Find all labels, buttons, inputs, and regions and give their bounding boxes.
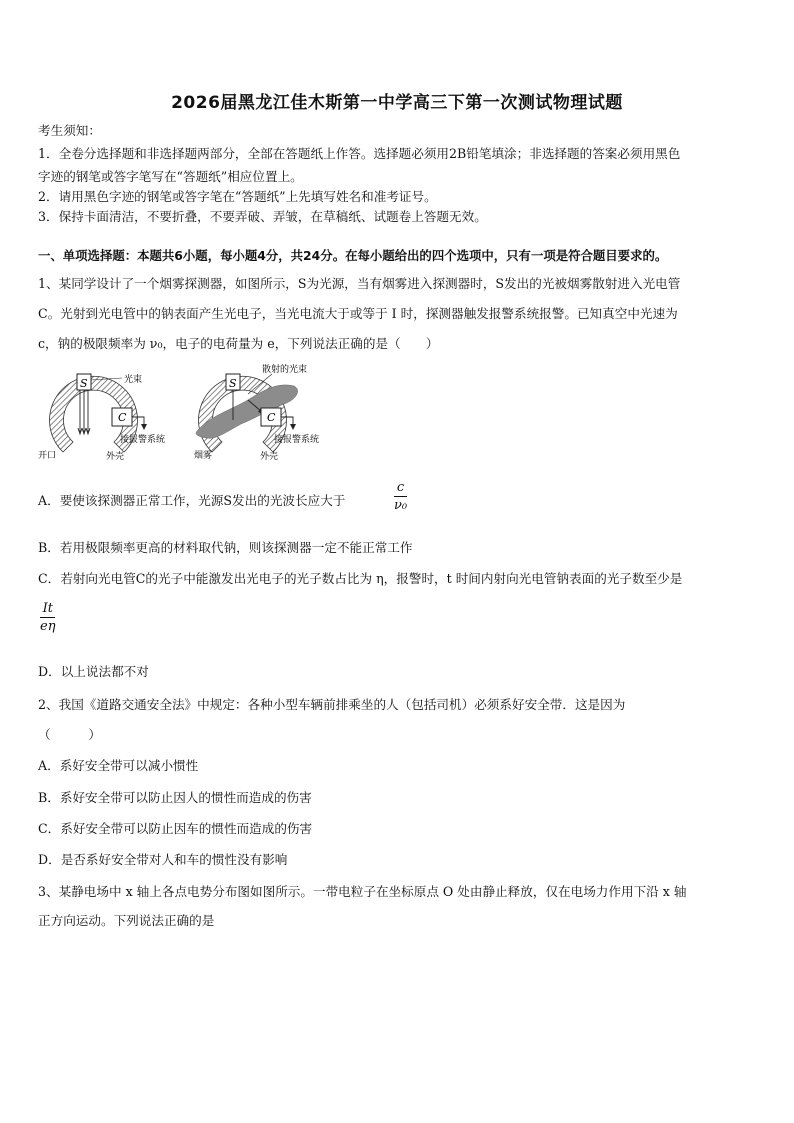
notice-line-2: 字迹的钢笔或答字笔写在“答题纸”相应位置上。 (38, 169, 303, 184)
q1-option-a-fraction (394, 480, 407, 513)
q1-option-d: D．以上说法都不对 (38, 664, 149, 679)
right-tube-label: C (267, 411, 276, 424)
section-heading: 一、单项选择题：本题共6小题，每小题4分，共24分。在每小题给出的四个选项中，只有一项是符合题目要求的。 (38, 248, 668, 263)
left-tube-label: C (118, 411, 127, 424)
q1-option-c-fraction (40, 601, 55, 634)
right-scatter-label: 散射的光束 (262, 365, 308, 375)
q1-stem-line-1: 1、某同学设计了一个烟雾探测器，如图所示，S为光源，当有烟雾进入探测器时，S发出的光被烟雾散射进入光电管 (38, 276, 681, 291)
q2-option-a: A．系好安全带可以减小惯性 (38, 758, 199, 773)
q3-stem-line-1: 3、某静电场中 x 轴上各点电势分布图如图所示。一带电粒子在坐标原点 O 处由静止释放，仅在电场力作用下沿 x 轴 (38, 884, 687, 899)
left-shell-label: 外壳 (106, 452, 125, 462)
left-alarm-label: 接报警系统 (120, 435, 166, 445)
q1-option-c: C．若射向光电管C的光子中能激发出光电子的光子数占比为 η，报警时，t 时间内射向光电管钠表面的光子数至少是 (38, 571, 683, 586)
right-alarm-label: 接报警系统 (274, 435, 320, 445)
fraction-numerator: c (396, 480, 405, 495)
fraction-denominator: eη (40, 619, 56, 634)
left-beam-label: 光束 (124, 375, 143, 385)
notice-line-1: 1．全卷分选择题和非选择题两部分，全部在答题纸上作答。选择题必须用2B铅笔填涂；非选择题的答案必须用黑色 (38, 146, 681, 161)
q1-stem-line-2: C。光射到光电管中的钠表面产生光电子，当光电流大于或等于 I 时，探测器触发报警系统报警。已知真空中光速为 (38, 306, 678, 321)
left-opening-label: 开口 (38, 451, 57, 461)
left-source-label: S (80, 377, 88, 390)
right-source-label: S (229, 377, 237, 390)
q2-option-c: C．系好安全带可以防止因车的惯性而造成的伤害 (38, 821, 313, 836)
q1-option-a: A．要使该探测器正常工作，光源S发出的光波长应大于 (38, 493, 346, 508)
q1-stem-line-3: c，钠的极限频率为 ν₀，电子的电荷量为 e，下列说法正确的是（ ） (38, 336, 439, 351)
notice-line-4: 3．保持卡面清洁，不要折叠，不要弄破、弄皱，在草稿纸、试题卷上答题无效。 (38, 209, 487, 224)
right-shell-label: 外壳 (260, 452, 279, 462)
q1-option-b: B．若用极限频率更高的材料取代钠，则该探测器一定不能正常工作 (38, 540, 413, 555)
fraction-numerator: It (42, 601, 53, 616)
q2-option-b: B．系好安全带可以防止因人的惯性而造成的伤害 (38, 790, 312, 805)
notice-line-3: 2．请用黑色字迹的钢笔或答字笔在“答题纸”上先填写姓名和准考证号。 (38, 189, 437, 204)
notice-heading: 考生须知： (38, 123, 101, 138)
detector-right (194, 363, 319, 462)
right-smoke-label: 烟雾 (194, 451, 213, 461)
detector-left (38, 373, 165, 462)
q2-option-d: D．是否系好安全带对人和车的惯性没有影响 (38, 852, 288, 867)
exam-title: 2026届黑龙江佳木斯第一中学高三下第一次测试物理试题 (171, 93, 623, 113)
q3-stem-line-2: 正方向运动。下列说法正确的是 (38, 913, 215, 928)
q2-stem-line-2: （ ） (38, 727, 101, 742)
q2-stem-line-1: 2、我国《道路交通安全法》中规定：各种小型车辆前排乘坐的人（包括司机）必须系好安全带．这是因为 (38, 697, 626, 712)
fraction-denominator: ν₀ (394, 498, 408, 513)
smoke-detector-figure (36, 360, 376, 470)
